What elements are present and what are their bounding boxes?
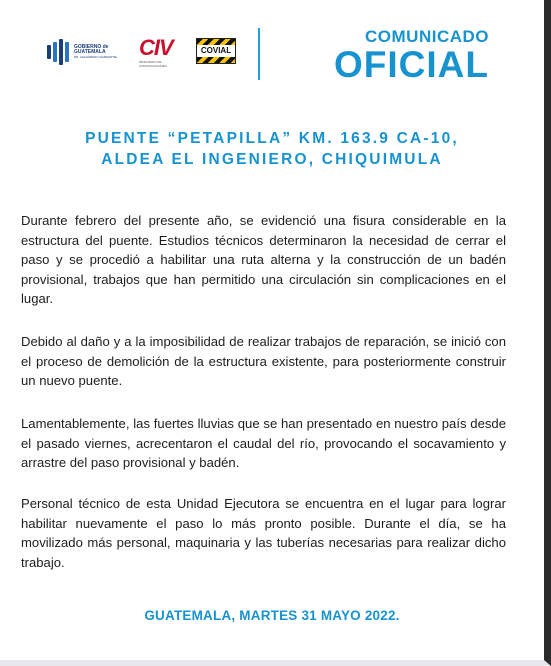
header-divider	[258, 28, 260, 80]
gobierno-logo-line2: GUATEMALA	[74, 49, 106, 55]
gobierno-bars-icon	[47, 39, 69, 65]
body-paragraph-4: Personal técnico de esta Unidad Ejecutora se encuentra en el lugar para lograr habilitar nuevamente el paso lo más pronto posible. Durante el día, se ha movilizado más personal, maquinaria y las tuberías necesarias para realizar dicho trabajo.	[21, 496, 506, 570]
gobierno-guatemala-logo	[47, 38, 117, 66]
comunicado-label: COMUNICADO	[365, 27, 489, 46]
body-paragraph-1: Durante febrero del presente año, se evidenció una fisura considerable en la estructura del puente. Estudios técnicos determinaron la necesidad de cerrar el paso y se procedió a habilitar una ruta alterna y la construcción de un badén provisional, trabajos que han permitido una circulación sin complicaciones en el lugar.	[21, 213, 506, 307]
covial-logo	[196, 38, 236, 64]
civ-logo-subtitle: MINISTERIO DE COMUNICACIONES	[139, 60, 167, 68]
title-line-2: ALDEA EL INGENIERO, CHIQUIMULA	[101, 151, 443, 168]
body-paragraph-3: Lamentablemente, las fuertes lluvias que se han presentado en nuestro país desde el pasado viernes, acrecentaron el caudal del río, provocando el socavamiento y arrastre del paso provisional y badén.	[21, 416, 506, 471]
body-paragraph-2: Debido al daño y a la imposibilidad de realizar trabajos de reparación, se inició con el proceso de demolición de la estructura existente, para posteriormente construir un nuevo puente.	[21, 334, 506, 389]
covial-stripe-bottom	[197, 57, 235, 63]
oficial-label: OFICIAL	[334, 44, 489, 85]
civ-logo	[139, 36, 187, 66]
civ-logo-word: CIV	[139, 35, 173, 60]
gobierno-logo-line3: DR. ALEJANDRO GIAMMATTEI	[74, 55, 118, 59]
covial-logo-word: COVIAL	[197, 46, 235, 56]
dateline: GUATEMALA, MARTES 31 MAYO 2022.	[144, 608, 400, 623]
covial-stripe-top	[197, 39, 235, 45]
gobierno-logo-line1: GOBIERNO de	[74, 44, 109, 50]
title-line-1: PUENTE “PETAPILLA” KM. 163.9 CA-10,	[85, 130, 459, 147]
